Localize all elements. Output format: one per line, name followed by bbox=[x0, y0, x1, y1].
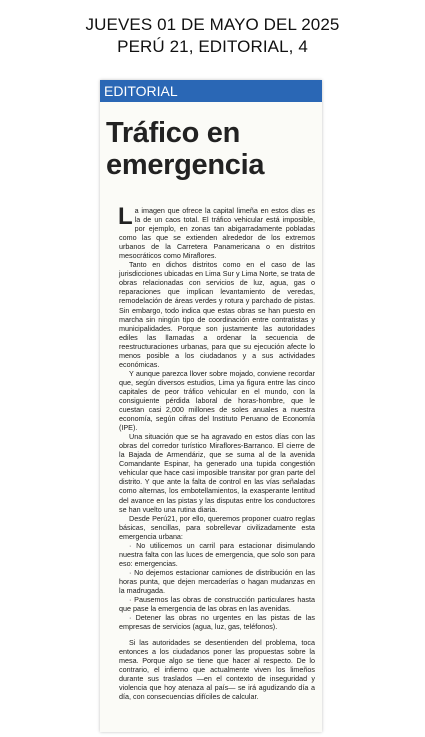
section-banner: EDITORIAL bbox=[100, 80, 322, 102]
clipping-header bbox=[0, 14, 425, 58]
paragraph: Y aunque parezca llover sobre mojado, conviene recordar que, según diversos estudios, Lima ya figura entre las cinco capitales de peor tráfico vehicular en el mundo, con la consiguiente pérdida laboral de horas-hombre, que le cuestan casi 2,000 millones de soles anuales a nuestra economía, según cifras del Instituto Peruano de Economía (IPE). bbox=[119, 368, 315, 433]
date-line: JUEVES 01 DE MAYO DEL 2025 bbox=[85, 15, 340, 34]
article-body bbox=[118, 203, 315, 702]
source-line: PERÚ 21, EDITORIAL, 4 bbox=[117, 37, 308, 56]
article-title: Tráfico en emergencia bbox=[106, 117, 265, 181]
paragraph: Desde Perú21, por ello, queremos proponer cuatro reglas básicas, sencillas, para sobrellevar civilizadamente esta emergencia urbana: bbox=[119, 513, 315, 541]
bullet-item: · Detener las obras no urgentes en las pistas de las empresas de servicios (agua, luz, gas, teléfonos). bbox=[119, 613, 315, 632]
drop-cap: L bbox=[118, 203, 133, 230]
paragraph: Si las autoridades se desentienden del problema, toca entonces a los ciudadanos poner las propuestas sobre la mesa. Porque algo se tiene que hacer al respecto. De lo contrario, el infierno que actualmente viven los limeños durante sus traslados —en el contexto de inseguridad y violencia que hoy atenaza al país— se irá agudizando día a día, con consecuencias difíciles de calcular. bbox=[119, 638, 315, 702]
bullet-item: · No dejemos estacionar camiones de distribución en las horas punta, que dejen mercaderías o hagan mudanzas en la madrugada. bbox=[119, 567, 315, 595]
paragraph-text: a imagen que ofrece la capital limeña en estos días es la de un caos total. El tráfico vehicular está imposible, por ejemplo, en zonas tan abigarradamente pobladas como las que se extienden alrededor de los extremos urbanos de la Carretera Panamericana o en distritos mesocráticos como Miraflores. bbox=[119, 206, 315, 261]
bullet-item: · Pausemos las obras de construcción particulares hasta que pase la emergencia de las obras en las avenidas. bbox=[119, 595, 315, 614]
paragraph bbox=[118, 203, 315, 261]
paragraph: Una situación que se ha agravado en estos días con las obras del corredor turístico Miraflores-Barranco. El cierre de la Bajada de Armendáriz, que se suma al de la avenida Comandante Espinar, ha generado una tupida congestión vehicular que hace casi imposible transitar por gran parte del distrito. Y que ante la falta de control en las vías señaladas como alternas, los embotellamientos, la exasperante lentitud del avance en las pistas y las disputas entre los conductores se han vuelto una rutina diaria. bbox=[119, 432, 315, 514]
newspaper-clipping bbox=[100, 80, 322, 732]
paragraph: Tanto en dichos distritos como en el caso de las jurisdicciones ubicadas en Lima Sur y Lima Norte, se trata de obras relacionadas con servicios de luz, agua, gas o reparaciones que implican levantamiento de veredas, remodelación de áreas verdes y rotura y parchado de pistas. Sin embargo, todo indica que estas obras se han puesto en marcha sin ningún tipo de coordinación entre contratistas y municipalidades. Porque son justamente las autoridades ediles las llamadas a ordenar la secuencia de reestructuraciones urbanas, para que su ejecución afecte lo menos posible a los ciudadanos y a sus actividades económicas. bbox=[119, 260, 315, 369]
bullet-item: · No utilicemos un carril para estacionar disimulando nuestra falta con las luces de emergencia, que solo son para eso: emergencias. bbox=[119, 540, 315, 568]
